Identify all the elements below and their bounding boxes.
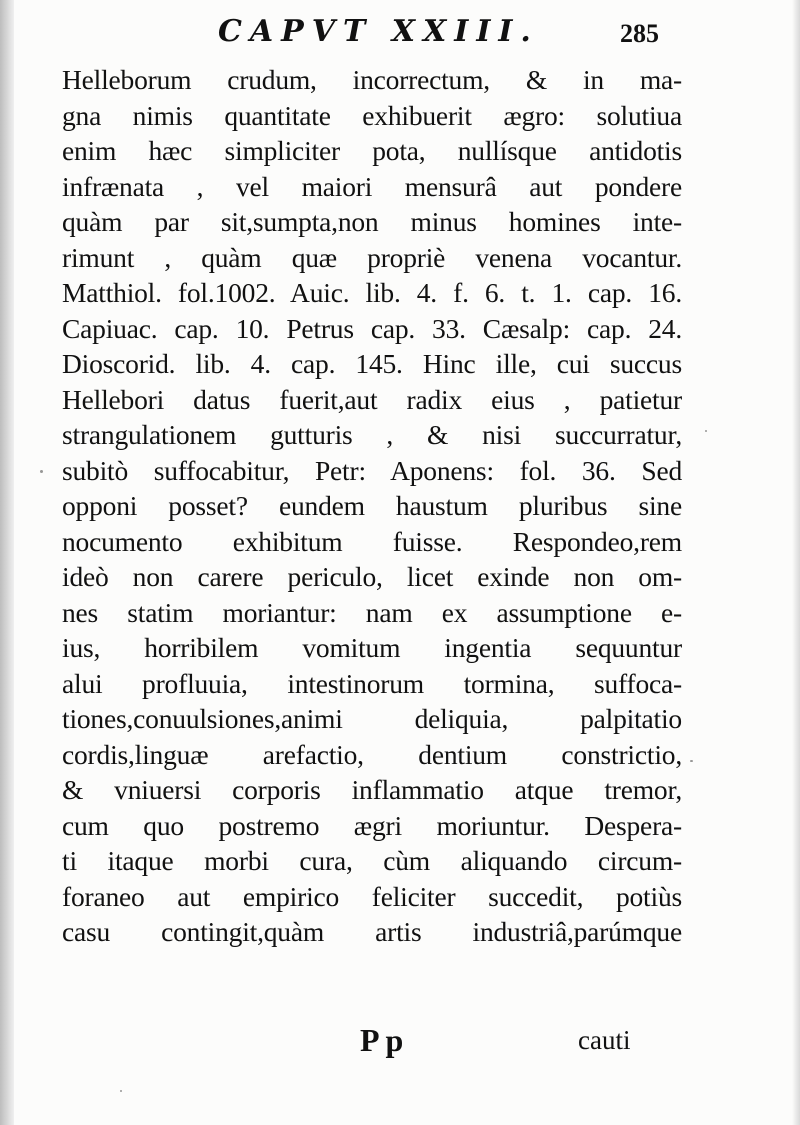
body-text — [62, 62, 682, 950]
text-line: ideò non carere periculo, licet exinde non om- — [62, 561, 682, 592]
text-line: alui profluuia, intestinorum tormina, suffoca- — [62, 667, 682, 699]
ink-speck — [690, 760, 693, 762]
text-line: strangulationem gutturis , & nisi succurratur, — [62, 419, 682, 450]
text-line: nocumento exhibitum fuisse. Respondeo,rem — [62, 525, 682, 557]
page-number: 285 — [620, 19, 659, 48]
text-line: ti itaque morbi cura, cùm aliquando circum- — [62, 845, 682, 876]
text-line: gna nimis quantitate exhibuerit ægro: solutiua — [62, 99, 682, 131]
text-line: opponi posset? eundem haustum pluribus sine — [62, 490, 682, 521]
text-line: Capiuac. cap. 10. Petrus cap. 33. Cæsalp: cap. 24. — [62, 312, 682, 344]
text-line: Helleborum crudum, incorrectum, & in ma- — [62, 64, 682, 95]
text-line: casu contingit,quàm artis industriâ,parúmque — [62, 916, 682, 947]
gutter-shadow — [0, 0, 14, 1125]
page-footer — [0, 1016, 800, 1066]
ink-speck — [705, 430, 707, 432]
running-head — [0, 12, 800, 52]
signature-mark: Pp — [360, 1022, 410, 1058]
text-line: subitò suffocabitur, Petr: Aponens: fol. 36. Sed — [62, 454, 682, 486]
text-line: enim hæc simpliciter pota, nullísque antidotis — [62, 135, 682, 166]
text-line: infrænata , vel maiori mensurâ aut pondere — [62, 170, 682, 202]
text-line: ius, horribilem vomitum ingentia sequuntur — [62, 632, 682, 663]
text-line: cordis,linguæ arefactio, dentium constrictio, — [62, 738, 682, 770]
ink-speck — [120, 1090, 122, 1092]
text-line: rimunt , quàm quæ propriè venena vocantur. — [62, 241, 682, 273]
text-line: Hellebori datus fuerit,aut radix eius , patietur — [62, 383, 682, 415]
text-line: nes statim moriantur: nam ex assumptione e- — [62, 596, 682, 628]
text-line: Matthiol. fol.1002. Auic. lib. 4. f. 6. t. 1. cap. 16. — [62, 277, 682, 308]
text-line: Dioscorid. lib. 4. cap. 145. Hinc ille, cui succus — [62, 348, 682, 379]
text-line: quàm par sit,sumpta,non minus homines inte- — [62, 206, 682, 237]
text-line: foraneo aut empirico feliciter succedit, potiùs — [62, 880, 682, 912]
edge-shadow — [792, 0, 800, 1125]
ink-speck — [40, 470, 43, 473]
text-line: & vniuersi corporis inflammatio atque tremor, — [62, 774, 682, 805]
text-line: cum quo postremo ægri moriuntur. Despera- — [62, 809, 682, 841]
text-line: tiones,conuulsiones,animi deliquia, palpitatio — [62, 703, 682, 734]
catchword: cauti — [578, 1025, 631, 1055]
chapter-title: CAPVT XXIII. — [218, 14, 539, 49]
